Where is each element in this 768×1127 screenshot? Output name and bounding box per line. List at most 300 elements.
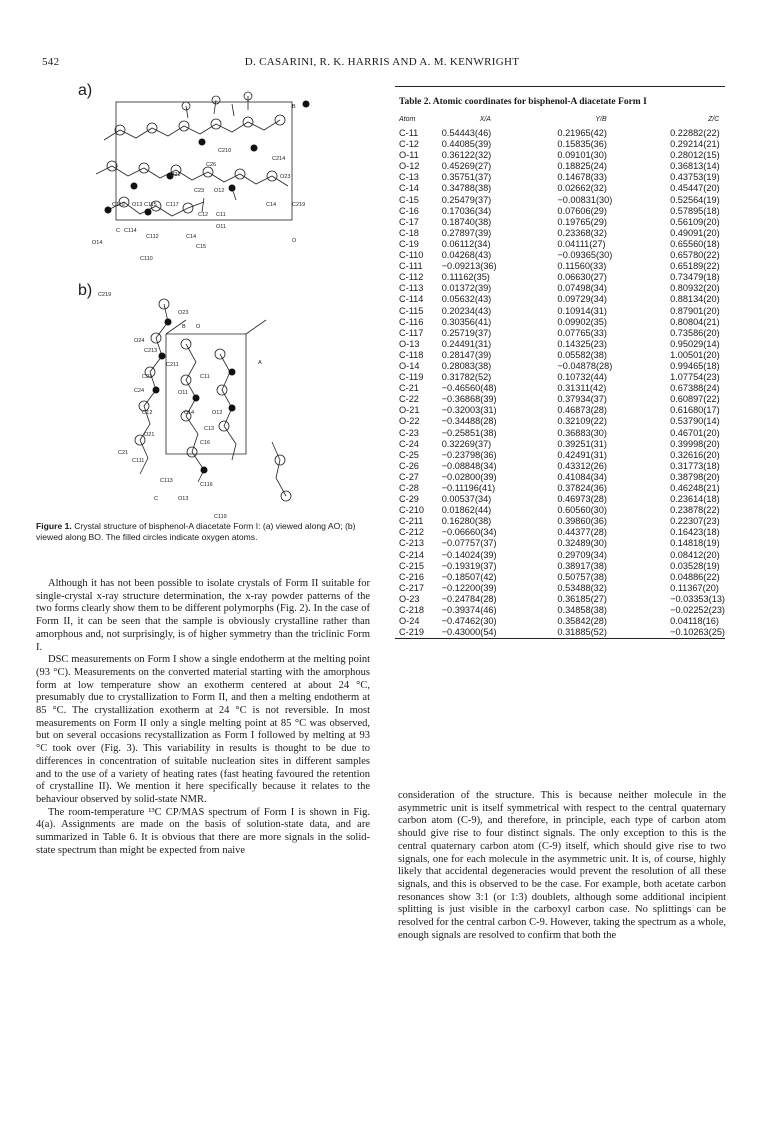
z-coordinate-cell: 1.07754(23) bbox=[670, 372, 720, 383]
svg-text:O12: O12 bbox=[214, 188, 225, 194]
svg-text:C23: C23 bbox=[194, 188, 205, 194]
paragraph: The room-temperature ¹³C CP/MAS spectrum of Form I is shown in Fig. 4(a). Assignments are made on the basis of solution-state data, and are summarized in Table 6. It is obvious that there are more signals in the solid-state spectrum than might be expected from naive bbox=[36, 806, 370, 856]
table-row bbox=[395, 505, 725, 516]
atom-cell: O-24 bbox=[399, 616, 420, 627]
svg-text:C14: C14 bbox=[266, 202, 277, 208]
z-coordinate-cell: 0.14818(19) bbox=[670, 538, 720, 549]
x-coordinate-cell: 0.45269(27) bbox=[441, 161, 492, 172]
y-coordinate-cell: 0.37824(36) bbox=[557, 483, 607, 493]
table-row bbox=[395, 228, 725, 239]
atom-cell: C-115 bbox=[399, 305, 424, 316]
atom-cell: C-119 bbox=[399, 372, 424, 383]
table-row bbox=[395, 550, 725, 561]
atom-cell: C-215 bbox=[399, 560, 425, 571]
table-row bbox=[395, 239, 725, 250]
atom-cell: C-13 bbox=[399, 172, 419, 183]
y-coordinate-cell: 0.42491(31) bbox=[557, 449, 607, 460]
svg-text:C16: C16 bbox=[200, 440, 211, 446]
col-header-atom: Atom bbox=[399, 116, 416, 123]
x-coordinate-cell: 0.00537(34) bbox=[441, 494, 492, 505]
z-coordinate-cell: 0.65780(22) bbox=[670, 250, 720, 261]
x-coordinate-cell: −0.06660(34) bbox=[441, 527, 497, 538]
table-row bbox=[395, 405, 725, 416]
table-row bbox=[395, 294, 725, 305]
y-coordinate-cell: 0.10732(44) bbox=[557, 372, 607, 383]
svg-text:C219: C219 bbox=[292, 202, 306, 208]
atom-cell: C-15 bbox=[399, 194, 419, 205]
svg-text:C11: C11 bbox=[200, 374, 210, 380]
figure-caption bbox=[36, 521, 376, 543]
table-row bbox=[395, 428, 725, 439]
svg-text:O11: O11 bbox=[178, 390, 188, 396]
z-coordinate-cell: 0.31773(18) bbox=[670, 460, 720, 471]
x-coordinate-cell: −0.23798(36) bbox=[441, 449, 497, 460]
atom-cell: C-216 bbox=[399, 571, 425, 582]
svg-text:C14: C14 bbox=[186, 234, 197, 240]
z-coordinate-cell: 0.38798(20) bbox=[670, 471, 720, 482]
table-row bbox=[395, 306, 725, 317]
z-coordinate-cell: 0.32616(20) bbox=[670, 449, 720, 460]
svg-text:O12: O12 bbox=[142, 410, 153, 416]
molecule-chain-a1 bbox=[104, 120, 280, 140]
atom-cell: C-16 bbox=[399, 205, 419, 216]
x-coordinate-cell: 0.32269(37) bbox=[441, 438, 492, 449]
y-coordinate-cell: 0.31885(52) bbox=[557, 627, 607, 638]
y-coordinate-cell: 0.09101(30) bbox=[557, 150, 607, 161]
z-coordinate-cell: 1.00501(20) bbox=[670, 349, 720, 360]
y-coordinate-cell: 0.04111(27) bbox=[557, 238, 606, 249]
z-coordinate-cell: −0.02252(23) bbox=[670, 605, 725, 616]
z-coordinate-cell: 0.65189(22) bbox=[670, 261, 720, 272]
running-head: D. CASARINI, R. K. HARRIS AND A. M. KENWRIGHT bbox=[244, 56, 520, 68]
y-coordinate-cell: 0.09729(34) bbox=[557, 294, 607, 305]
atom-cell: C-29 bbox=[399, 494, 419, 505]
atom-cell: C-218 bbox=[399, 605, 425, 616]
x-coordinate-cell: −0.02800(39) bbox=[441, 471, 497, 482]
atom-cell: O-23 bbox=[399, 593, 420, 604]
z-coordinate-cell: 0.73586(20) bbox=[670, 327, 720, 338]
svg-text:C114: C114 bbox=[124, 228, 137, 234]
x-coordinate-cell: 0.06112(34) bbox=[441, 238, 491, 249]
z-coordinate-cell: 0.80804(21) bbox=[670, 316, 720, 327]
oxygen-atoms-b bbox=[153, 319, 236, 474]
x-coordinate-cell: −0.09213(36) bbox=[441, 261, 497, 272]
z-coordinate-cell: 0.45447(20) bbox=[670, 183, 720, 194]
table-row bbox=[395, 572, 725, 583]
x-coordinate-cell: −0.07757(37) bbox=[441, 538, 497, 549]
atom-cell: C-19 bbox=[399, 238, 419, 249]
atom-cell: C-113 bbox=[399, 283, 424, 294]
y-coordinate-cell: 0.06630(27) bbox=[557, 272, 607, 283]
y-coordinate-cell: 0.07498(34) bbox=[557, 283, 607, 294]
y-coordinate-cell: 0.15835(36) bbox=[557, 139, 607, 150]
atom-cell: C-12 bbox=[399, 139, 419, 150]
y-coordinate-cell: 0.36185(27) bbox=[557, 593, 607, 604]
svg-text:O: O bbox=[196, 324, 201, 330]
y-coordinate-cell: 0.50757(38) bbox=[557, 571, 607, 582]
atom-cell: C-28 bbox=[399, 483, 419, 493]
y-coordinate-cell: 0.39860(36) bbox=[557, 516, 607, 527]
x-coordinate-cell: −0.14024(39) bbox=[441, 549, 497, 560]
svg-text:C213: C213 bbox=[144, 348, 158, 354]
unit-cell-b-edges bbox=[166, 320, 266, 334]
table-row bbox=[395, 516, 725, 527]
x-coordinate-cell: 0.25479(37) bbox=[441, 194, 492, 205]
paragraph: consideration of the structure. This is because neither molecule in the asymmetric unit is itself symmetrical with respect to the central quaternary carbon atom (C-9), and therefore, in principle, each type of carbon atom should give rise to four distinct signals. The only exception to this is the central quaternary carbon atom (C-9) itself, which should give rise to two signals, one for each molecule in the asymmetric unit. It is, of course, highly likely that accidental degeneracies would prevent the resolution of all these signals, and this is observed to be the case. For example, both acetate carbon resonances show 3:1 (or 1:3) doublets, although some additional incipient splitting is just visible in the carboxyl carbon case. No splittings can be resolved for the central carbon C-9. However, taking the spectrum as a whole, enough signals are resolved to confirm that both the bbox=[398, 790, 726, 941]
y-coordinate-cell: 0.14678(33) bbox=[557, 172, 607, 183]
atom-labels-b bbox=[98, 292, 262, 520]
z-coordinate-cell: 0.67388(24) bbox=[670, 383, 720, 394]
atom-cell: C-210 bbox=[399, 505, 425, 516]
svg-text:O14: O14 bbox=[92, 240, 103, 246]
y-coordinate-cell: 0.10914(31) bbox=[557, 305, 607, 316]
z-coordinate-cell: 0.23614(18) bbox=[670, 494, 720, 505]
table-row bbox=[395, 217, 725, 228]
table-row bbox=[395, 150, 725, 161]
z-coordinate-cell: 0.52564(19) bbox=[670, 194, 720, 205]
y-coordinate-cell: −0.00831(30) bbox=[557, 194, 613, 205]
svg-text:O24: O24 bbox=[134, 338, 145, 344]
svg-text:B: B bbox=[292, 104, 296, 110]
table-row bbox=[395, 183, 725, 194]
atom-cell: C-117 bbox=[399, 327, 424, 338]
y-coordinate-cell: 0.37934(37) bbox=[557, 394, 607, 405]
y-coordinate-cell: 0.09902(35) bbox=[557, 316, 607, 327]
col-header-x: X/A bbox=[479, 116, 491, 123]
ring-atoms-b bbox=[135, 299, 291, 501]
atom-cell: C-21 bbox=[399, 383, 419, 394]
table-row bbox=[395, 372, 725, 383]
z-coordinate-cell: 0.23878(22) bbox=[670, 505, 720, 516]
svg-text:C117: C117 bbox=[166, 202, 179, 208]
svg-text:C119: C119 bbox=[112, 202, 125, 208]
svg-text:C: C bbox=[154, 496, 158, 502]
svg-text:O21: O21 bbox=[144, 432, 155, 438]
svg-text:C26: C26 bbox=[206, 162, 217, 168]
crystal-structure-figure bbox=[36, 82, 382, 522]
atom-cell: C-116 bbox=[399, 316, 424, 327]
table-row bbox=[395, 206, 725, 217]
y-coordinate-cell: 0.35842(28) bbox=[557, 616, 607, 627]
col-header-z: Z/C bbox=[708, 116, 720, 123]
z-coordinate-cell: 0.46701(20) bbox=[670, 427, 720, 438]
table-row bbox=[395, 616, 725, 627]
table-row bbox=[395, 350, 725, 361]
table-row bbox=[395, 339, 725, 350]
crystal-structure-drawing bbox=[36, 82, 382, 522]
y-coordinate-cell: 0.07765(33) bbox=[557, 327, 607, 338]
svg-text:C214: C214 bbox=[272, 156, 286, 162]
x-coordinate-cell: −0.32003(31) bbox=[441, 405, 497, 416]
y-coordinate-cell: 0.32489(30) bbox=[557, 538, 607, 549]
atom-cell: C-118 bbox=[399, 349, 424, 360]
svg-text:O: O bbox=[292, 238, 297, 244]
table-row bbox=[395, 450, 725, 461]
svg-text:C23: C23 bbox=[142, 374, 153, 380]
x-coordinate-cell: −0.43000(54) bbox=[441, 627, 497, 638]
svg-text:C11: C11 bbox=[216, 212, 226, 218]
right-column-text bbox=[398, 790, 726, 942]
x-coordinate-cell: 0.16280(38) bbox=[441, 516, 492, 527]
z-coordinate-cell: −0.10263(25) bbox=[670, 627, 725, 638]
atom-labels-a bbox=[92, 104, 305, 262]
y-coordinate-cell: 0.46973(28) bbox=[557, 494, 607, 505]
atom-cell: C-18 bbox=[399, 227, 419, 238]
table-row bbox=[395, 195, 725, 206]
table-row bbox=[395, 583, 725, 594]
table-row bbox=[395, 139, 725, 150]
x-coordinate-cell: 0.54443(46) bbox=[441, 128, 492, 138]
atom-cell: O-11 bbox=[399, 150, 419, 161]
svg-text:C219: C219 bbox=[98, 292, 112, 298]
table-row bbox=[395, 328, 725, 339]
x-coordinate-cell: 0.34788(38) bbox=[441, 183, 492, 194]
y-coordinate-cell: −0.09365(30) bbox=[557, 250, 613, 261]
table-row bbox=[395, 250, 725, 261]
y-coordinate-cell: 0.05582(38) bbox=[557, 349, 607, 360]
x-coordinate-cell: −0.34488(28) bbox=[441, 416, 497, 427]
svg-text:C119: C119 bbox=[214, 514, 227, 520]
paragraph: Although it has not been possible to isolate crystals of Form II suitable for single-crystal x-ray structure determination, the x-ray powder patterns of the two forms clearly show them to be different polymorphs (Fig. 2). In the case of Form II, it can be seen that the sample is obviously crystalline rather than amorphous and, not surprisingly, is of higher symmetry than the triclinic Form I. bbox=[36, 578, 370, 653]
y-coordinate-cell: 0.19765(29) bbox=[557, 216, 607, 227]
y-coordinate-cell: 0.39251(31) bbox=[557, 438, 607, 449]
atom-cell: C-24 bbox=[399, 438, 419, 449]
svg-text:C111: C111 bbox=[132, 458, 145, 464]
z-coordinate-cell: 0.56109(20) bbox=[670, 216, 720, 227]
atom-cell: O-14 bbox=[399, 360, 420, 371]
y-coordinate-cell: −0.04878(28) bbox=[557, 360, 613, 371]
ring-atoms-a bbox=[107, 92, 285, 213]
x-coordinate-cell: 0.28083(38) bbox=[441, 360, 492, 371]
table-row bbox=[395, 439, 725, 450]
atom-cell: C-26 bbox=[399, 460, 419, 471]
x-coordinate-cell: 0.31782(52) bbox=[441, 372, 492, 383]
atom-cell: C-213 bbox=[399, 538, 425, 549]
table-row bbox=[395, 538, 725, 549]
atom-cell: C-212 bbox=[399, 527, 425, 538]
table-row bbox=[395, 272, 725, 283]
y-coordinate-cell: 0.31311(42) bbox=[557, 383, 607, 394]
z-coordinate-cell: 0.87901(20) bbox=[670, 305, 720, 316]
atom-cell: C-219 bbox=[399, 627, 425, 638]
table-row bbox=[395, 605, 725, 616]
y-coordinate-cell: 0.07606(29) bbox=[557, 205, 607, 216]
z-coordinate-cell: 0.61680(17) bbox=[670, 405, 720, 416]
atom-cell: C-111 bbox=[399, 261, 423, 272]
panel-b-label: b) bbox=[78, 282, 93, 299]
atom-cell: C-27 bbox=[399, 471, 419, 482]
svg-text:A: A bbox=[258, 360, 262, 366]
molecule-chain-b4 bbox=[272, 442, 286, 496]
table-row bbox=[395, 161, 725, 172]
z-coordinate-cell: 0.04886(22) bbox=[670, 571, 720, 582]
coordinates-table-block bbox=[395, 86, 725, 639]
y-coordinate-cell: 0.14325(23) bbox=[557, 338, 607, 349]
y-coordinate-cell: 0.18825(24) bbox=[557, 161, 607, 172]
x-coordinate-cell: 0.35751(37) bbox=[441, 172, 492, 183]
atom-cell: O-12 bbox=[399, 161, 420, 172]
svg-text:C15: C15 bbox=[196, 244, 207, 250]
z-coordinate-cell: 0.57895(18) bbox=[670, 205, 720, 216]
svg-text:C110: C110 bbox=[140, 256, 153, 262]
atom-cell: C-214 bbox=[399, 549, 425, 560]
table-row bbox=[395, 416, 725, 427]
table-title: Table 2. Atomic coordinates for bisphenol-A diacetate Form I bbox=[399, 97, 647, 107]
atom-cell: C-23 bbox=[399, 427, 419, 438]
x-coordinate-cell: −0.39374(46) bbox=[441, 605, 497, 616]
x-coordinate-cell: −0.11196(41) bbox=[441, 483, 496, 493]
svg-text:O23: O23 bbox=[178, 310, 189, 316]
bond-stubs-a bbox=[186, 96, 248, 212]
x-coordinate-cell: −0.25851(38) bbox=[441, 427, 497, 438]
svg-text:C210: C210 bbox=[218, 148, 232, 154]
table-row bbox=[395, 317, 725, 328]
x-coordinate-cell: 0.17036(34) bbox=[441, 205, 492, 216]
table-row bbox=[395, 483, 725, 494]
x-coordinate-cell: 0.01862(44) bbox=[441, 505, 492, 516]
y-coordinate-cell: 0.44377(28) bbox=[557, 527, 607, 538]
page-number: 542 bbox=[42, 56, 60, 68]
y-coordinate-cell: 0.36883(30) bbox=[557, 427, 607, 438]
table-row bbox=[395, 394, 725, 405]
svg-text:C116: C116 bbox=[200, 482, 213, 488]
x-coordinate-cell: 0.25719(37) bbox=[441, 327, 492, 338]
y-coordinate-cell: 0.41084(34) bbox=[557, 471, 607, 482]
panel-b-structure bbox=[135, 299, 291, 501]
atomic-coordinates-table bbox=[395, 113, 725, 638]
x-coordinate-cell: 0.18740(38) bbox=[441, 216, 492, 227]
y-coordinate-cell: 0.32109(22) bbox=[557, 416, 607, 427]
y-coordinate-cell: 0.60560(30) bbox=[557, 505, 607, 516]
svg-text:C: C bbox=[116, 228, 120, 234]
x-coordinate-cell: 0.05632(43) bbox=[441, 294, 492, 305]
z-coordinate-cell: −0.03353(13) bbox=[670, 593, 725, 604]
svg-text:C12: C12 bbox=[198, 212, 209, 218]
x-coordinate-cell: 0.28147(39) bbox=[441, 349, 492, 360]
molecule-chain-a2 bbox=[96, 166, 291, 186]
svg-text:O21: O21 bbox=[170, 172, 181, 178]
z-coordinate-cell: 0.95029(14) bbox=[670, 338, 720, 349]
table-row bbox=[395, 561, 725, 572]
figure-caption-text: Crystal structure of bisphenol-A diacetate Form I: (a) viewed along AO; (b) viewed along BO. The filled circles indicate oxygen atoms. bbox=[36, 521, 356, 542]
atom-cell: C-112 bbox=[399, 272, 424, 283]
y-coordinate-cell: 0.46873(28) bbox=[557, 405, 607, 416]
x-coordinate-cell: 0.44085(39) bbox=[441, 139, 492, 150]
panel-a-label: a) bbox=[78, 82, 93, 99]
table-row bbox=[395, 627, 725, 638]
table-row bbox=[395, 128, 725, 139]
z-coordinate-cell: 0.11367(20) bbox=[670, 582, 719, 593]
svg-text:C13: C13 bbox=[204, 426, 215, 432]
z-coordinate-cell: 0.04118(16) bbox=[670, 616, 719, 627]
svg-text:C24: C24 bbox=[134, 388, 145, 394]
svg-text:C115: C115 bbox=[144, 202, 157, 208]
y-coordinate-cell: 0.29709(34) bbox=[557, 549, 607, 560]
x-coordinate-cell: −0.08848(34) bbox=[441, 460, 497, 471]
y-coordinate-cell: 0.53488(32) bbox=[557, 582, 607, 593]
y-coordinate-cell: 0.11560(33) bbox=[557, 261, 607, 272]
table-row bbox=[395, 383, 725, 394]
z-coordinate-cell: 0.46248(21) bbox=[670, 483, 720, 493]
table-bottom-rule bbox=[395, 638, 725, 639]
table-row bbox=[395, 261, 725, 272]
z-coordinate-cell: 0.22882(22) bbox=[670, 128, 720, 138]
x-coordinate-cell: 0.27897(39) bbox=[441, 227, 492, 238]
z-coordinate-cell: 0.53790(14) bbox=[670, 416, 720, 427]
table-row bbox=[395, 361, 725, 372]
x-coordinate-cell: −0.24784(28) bbox=[441, 593, 497, 604]
svg-text:B: B bbox=[182, 324, 186, 330]
atom-cell: C-25 bbox=[399, 449, 419, 460]
x-coordinate-cell: −0.19319(37) bbox=[441, 560, 497, 571]
page-header bbox=[42, 56, 722, 70]
left-column-text bbox=[36, 578, 370, 857]
svg-text:C113: C113 bbox=[160, 478, 173, 484]
svg-text:O13: O13 bbox=[178, 496, 189, 502]
table-top-rule bbox=[395, 86, 725, 87]
atom-cell: C-17 bbox=[399, 216, 419, 227]
atom-cell: O-22 bbox=[399, 416, 420, 427]
svg-text:C211: C211 bbox=[166, 362, 179, 368]
atom-cell: C-211 bbox=[399, 516, 424, 527]
z-coordinate-cell: 0.65560(18) bbox=[670, 238, 720, 249]
paragraph: DSC measurements on Form I show a single endotherm at the melting point (93 °C). Measurements on the converted material starting with the amorphous form at low temperature show an exotherm centered at about 24 °C, presumably due to crystallization to Form II, and then a melting endotherm at 85 °C. The crystallization exotherm at 24 °C is not reversible. In most measurements on Form II only a single melting point at 85 °C was observed, but on several occasions recystallization as Form I followed by melting at 93 °C took over (Fig. 3). This variability in results is thought to be due to differences in concentration of suitable nucleation sites in different samples and to the use of a variety of heating rates (fast heating favoured the retention of crystalline II). We mention it here specifically because it relates to the behaviour observed by solid-state NMR. bbox=[36, 654, 370, 805]
table-header-row bbox=[395, 113, 725, 128]
atom-cell: C-110 bbox=[399, 250, 424, 261]
y-coordinate-cell: 0.21965(42) bbox=[557, 128, 607, 138]
x-coordinate-cell: 0.36122(32) bbox=[441, 150, 492, 161]
y-coordinate-cell: 0.23368(32) bbox=[557, 227, 607, 238]
y-coordinate-cell: 0.02662(32) bbox=[557, 183, 607, 194]
atom-cell: C-217 bbox=[399, 582, 425, 593]
col-header-y: Y/B bbox=[595, 116, 607, 123]
z-coordinate-cell: 0.16423(18) bbox=[670, 527, 720, 538]
z-coordinate-cell: 0.43753(19) bbox=[670, 172, 720, 183]
z-coordinate-cell: 0.39998(20) bbox=[670, 438, 720, 449]
x-coordinate-cell: −0.47462(30) bbox=[441, 616, 497, 627]
x-coordinate-cell: −0.12200(39) bbox=[441, 582, 497, 593]
svg-text:O12: O12 bbox=[212, 410, 223, 416]
z-coordinate-cell: 0.60897(22) bbox=[670, 394, 720, 405]
table-row bbox=[395, 527, 725, 538]
z-coordinate-cell: 0.49091(20) bbox=[670, 227, 720, 238]
z-coordinate-cell: 0.36813(14) bbox=[670, 161, 720, 172]
atom-cell: C-14 bbox=[399, 183, 419, 194]
svg-text:C112: C112 bbox=[146, 234, 159, 240]
z-coordinate-cell: 0.80932(20) bbox=[670, 283, 720, 294]
table-row bbox=[395, 172, 725, 183]
z-coordinate-cell: 0.08412(20) bbox=[670, 549, 720, 560]
z-coordinate-cell: 0.29214(21) bbox=[670, 139, 720, 150]
svg-text:C14: C14 bbox=[184, 410, 195, 416]
panel-a-structure bbox=[96, 92, 292, 220]
z-coordinate-cell: 0.28012(15) bbox=[670, 150, 720, 161]
x-coordinate-cell: −0.36868(39) bbox=[441, 394, 497, 405]
x-coordinate-cell: 0.01372(39) bbox=[441, 283, 492, 294]
z-coordinate-cell: 0.22307(23) bbox=[670, 516, 720, 527]
atom-cell: C-114 bbox=[399, 294, 424, 305]
z-coordinate-cell: 0.03528(19) bbox=[670, 560, 720, 571]
table-row bbox=[395, 472, 725, 483]
table-row bbox=[395, 283, 725, 294]
x-coordinate-cell: 0.04268(43) bbox=[441, 250, 492, 261]
svg-text:C21: C21 bbox=[118, 450, 129, 456]
table-row bbox=[395, 494, 725, 505]
table-row bbox=[395, 594, 725, 605]
atom-cell: O-21 bbox=[399, 405, 420, 416]
x-coordinate-cell: 0.30356(41) bbox=[441, 316, 492, 327]
z-coordinate-cell: 0.73479(18) bbox=[670, 272, 720, 283]
